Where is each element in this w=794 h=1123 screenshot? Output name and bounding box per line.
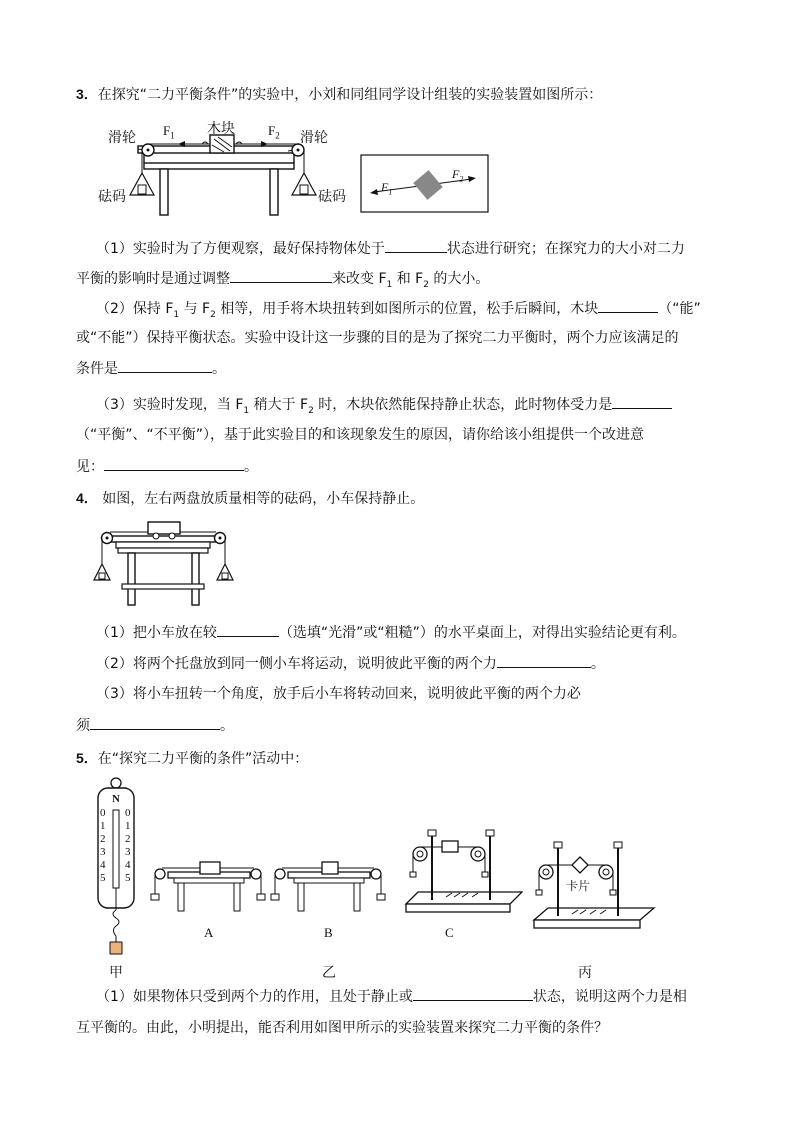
- label-bing: 丙: [578, 965, 592, 981]
- q4-number: 4．: [76, 490, 98, 506]
- label-a: A: [204, 925, 214, 940]
- q5-part1-line2: 互平衡的。由此，小明提出，能否利用如图甲所示的实验装置来探究二力平衡的条件？: [76, 1020, 608, 1036]
- label-f2-rot: $F_2$: [452, 167, 464, 184]
- q3-part3-line3: 见： 。: [76, 456, 258, 477]
- q3-figure-rotated-block: [360, 154, 490, 214]
- label-weight-right: 砝码: [318, 189, 346, 205]
- table-b-figure: [268, 858, 388, 916]
- q5-stem: 5．在“探究二力平衡的条件”活动中：: [76, 750, 309, 767]
- q4-part1: （1）把小车放在较 （选填“光滑”或“粗糙”）的水平桌面上，对得出实验结论更有利。: [96, 622, 686, 643]
- answer-blank[interactable]: [413, 986, 533, 1001]
- table-a-figure: [148, 858, 268, 916]
- stand-c-figure: [398, 824, 523, 919]
- q3-part3-line2: （“平衡”、“不平衡”），基于此实验目的和该现象发生的原因，请你给该小组提供一个改进意: [76, 427, 645, 443]
- q3-stem: 3．在探究“二力平衡条件”的实验中，小刘和同组同学设计组装的实验装置如图所示：: [76, 86, 603, 103]
- q3-part3-line1: （3）实验时发现，当 $F_1$ 稍大于 $F_2$ 时，木块依然能保持静止状态，此时物体受力是: [96, 394, 672, 421]
- label-b: B: [324, 925, 333, 940]
- q5-number: 5．: [76, 750, 98, 766]
- label-card: 卡片: [566, 879, 591, 893]
- q4-part3-line2: 须 。: [76, 715, 234, 736]
- label-block: 木块: [207, 121, 235, 137]
- cart-icon: [148, 522, 180, 534]
- scale-ticks-right: 0 1 2 3 4 5: [125, 807, 131, 884]
- label-c: C: [445, 925, 454, 940]
- q3-part1-line2: 平衡的影响时是通过调整 来改变 $F_1$ 和 $F_2$ 的大小。: [76, 268, 489, 295]
- label-jia: 甲: [109, 965, 123, 981]
- q4-part3-line1: （3）将小车扭转一个角度，放手后小车将转动回来，说明彼此平衡的两个力必: [96, 686, 581, 702]
- q4-part2: （2）将两个托盘放到同一侧小车将运动，说明彼此平衡的两个力 。: [96, 653, 605, 674]
- label-f2: $F_2$: [268, 123, 280, 141]
- card-icon: [572, 857, 588, 873]
- answer-blank[interactable]: [598, 298, 658, 313]
- q3-number: 3．: [76, 86, 98, 102]
- answer-blank[interactable]: [612, 394, 672, 409]
- answer-blank[interactable]: [104, 456, 244, 471]
- label-f1-rot: $F_1$: [381, 180, 393, 197]
- answer-blank[interactable]: [497, 653, 591, 668]
- scale-unit: N: [112, 793, 120, 805]
- answer-blank[interactable]: [217, 622, 279, 637]
- answer-blank[interactable]: [118, 358, 212, 373]
- label-weight-left: 砝码: [98, 189, 126, 205]
- label-yi: 乙: [322, 965, 336, 981]
- label-pulley-left: 滑轮: [108, 130, 136, 146]
- hanging-weight-icon: [110, 942, 122, 954]
- q4-figure-cart: [92, 518, 242, 610]
- q3-part2-line3: 条件是 。: [76, 358, 226, 379]
- scale-ticks-left: 0 1 2 3 4 5: [100, 807, 106, 884]
- label-f1: $F_1$: [163, 123, 175, 141]
- q5-part1-line1: （1）如果物体只受到两个力的作用，且处于静止或 状态，说明这两个力是相: [96, 986, 687, 1007]
- q3-part2-line2: 或“不能”）保持平衡状态。实验中设计这一步骤的目的是为了探究二力平衡时，两个力应该满足的: [76, 330, 679, 346]
- answer-blank[interactable]: [90, 715, 220, 730]
- answer-blank[interactable]: [385, 238, 447, 253]
- q4-stem: 4． 如图，左右两盘放质量相等的砝码，小车保持静止。: [76, 490, 425, 507]
- q3-part1-line1: （1）实验时为了方便观察，最好保持物体处于 状态进行研究；在探究力的大小对二力: [96, 238, 685, 259]
- stand-bing-figure: [528, 824, 656, 936]
- answer-blank[interactable]: [230, 268, 332, 283]
- label-pulley-right: 滑轮: [300, 130, 328, 146]
- q3-part2-line1: （2）保持 $F_1$ 与 $F_2$ 相等，用手将木块扭转到如图所示的位置，松手后瞬间，木块 （“能”: [96, 298, 701, 325]
